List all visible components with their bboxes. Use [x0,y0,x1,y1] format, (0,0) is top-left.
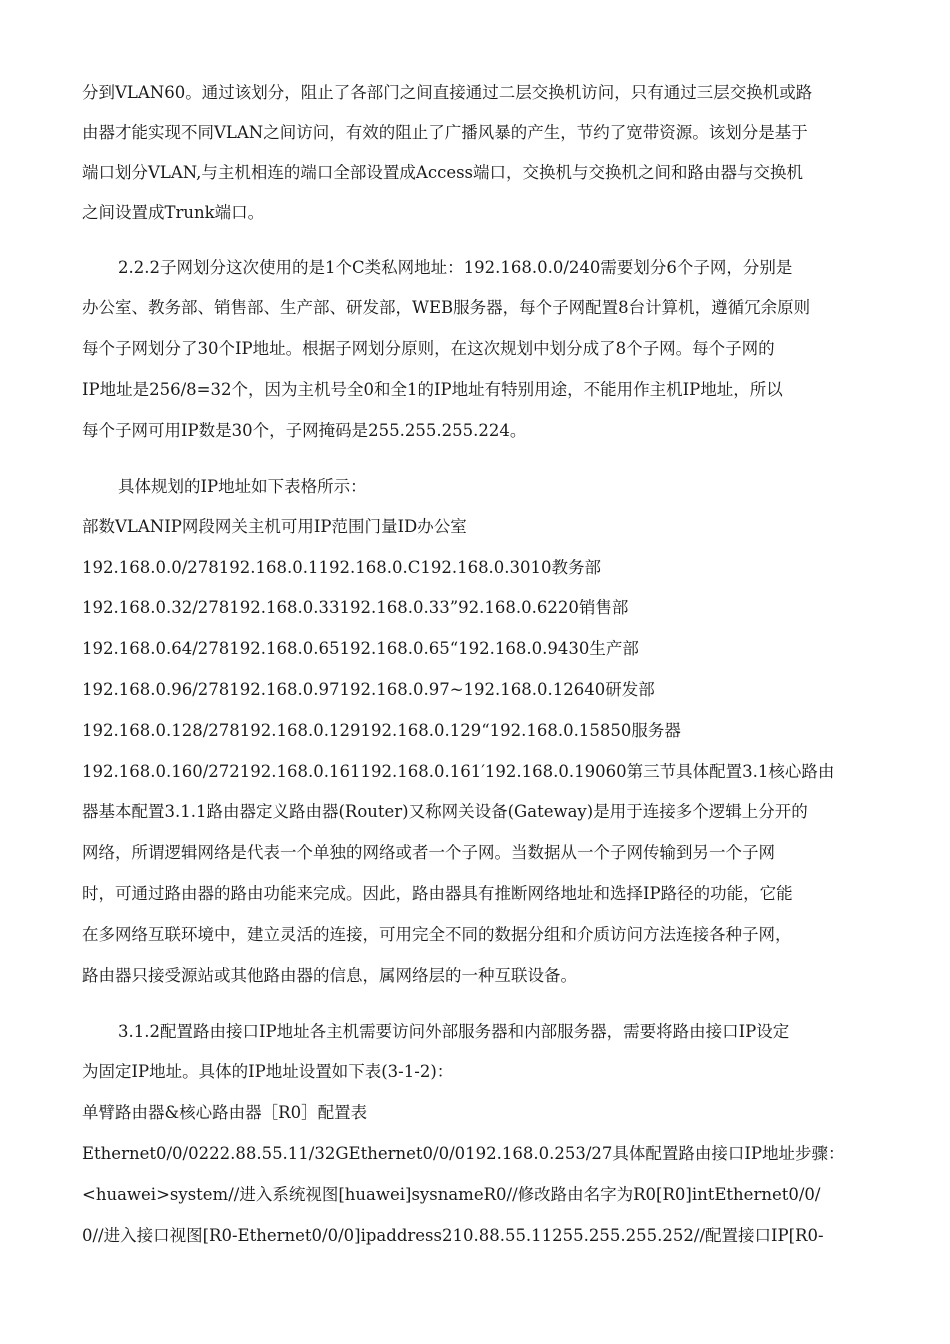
text-line: 部数VLANIP网段网关主机可用IP范围门量ID办公室 [82,517,467,536]
text-line: 192.168.0.32/278192.168.0.33192.168.0.33”92.168.0.6220销售部 [82,598,629,617]
text-line: 端口划分VLAN,与主机相连的端口全部设置成Access端口，交换机与交换机之间和路由器与交换机 [82,163,804,182]
text-line: 路由器只接受源站或其他路由器的信息，属网络层的一种互联设备。 [82,966,577,985]
text-line: 网络，所谓逻辑网络是代表一个单独的网络或者一个子网。当数据从一个子网传输到另一个子网 [82,843,775,862]
text-line: 由器才能实现不同VLAN之间访问，有效的阻止了广播风暴的产生，节约了宽带资源。该划分是基于 [82,123,808,142]
text-line: 0//进入接口视图[R0-Ethernet0/0/0]ipaddress210.88.55.11255.255.255.252//配置接口IP[R0- [82,1226,824,1245]
text-line: 192.168.0.160/272192.168.0.161192.168.0.161′192.168.0.19060第三节具体配置3.1核心路由 [82,762,835,781]
text-line: 器基本配置3.1.1路由器定义路由器(Router)又称网关设备(Gateway)是用于连接多个逻辑上分开的 [82,802,808,821]
text-line: 单臂路由器&核心路由器［R0］配置表 [82,1103,368,1122]
text-line: 办公室、教务部、销售部、生产部、研发部，WEB服务器，每个子网配置8台计算机，遵循冗余原则 [82,298,811,317]
text-line: 192.168.0.96/278192.168.0.97192.168.0.97~192.168.0.12640研发部 [82,680,655,699]
text-line: IP地址是256/8=32个，因为主机号全0和全1的IP地址有特别用途，不能用作主机IP地址，所以 [82,380,783,399]
text-line: 分到VLAN60。通过该划分，阻止了各部门之间直接通过二层交换机访问，只有通过三层交换机或路 [82,83,813,102]
text-line: 每个子网划分了30个IP地址。根据子网划分原则，在这次规划中划分成了8个子网。每个子网的 [82,339,775,358]
text-line: Ethernet0/0/0222.88.55.11/32GEthernet0/0/0192.168.0.253/27具体配置路由接口IP地址步骤： [82,1144,845,1163]
text-line: <huawei>system//进入系统视图[huawei]sysnameR0//修改路由名字为R0[R0]intEthernet0/0/ [82,1185,821,1204]
text-line: 192.168.0.0/278192.168.0.1192.168.0.C192.168.0.3010教务部 [82,558,602,577]
text-line: 具体规划的IP地址如下表格所示： [118,477,367,496]
text-line: 192.168.0.128/278192.168.0.129192.168.0.129“192.168.0.15850服务器 [82,721,681,740]
text-line: 之间设置成Trunk端口。 [82,203,265,222]
text-line: 在多网络互联环境中，建立灵活的连接，可用完全不同的数据分组和介质访问方法连接各种子网， [82,925,792,944]
text-line: 192.168.0.64/278192.168.0.65192.168.0.65“192.168.0.9430生产部 [82,639,639,658]
text-line: 每个子网可用IP数是30个，子网掩码是255.255.255.224。 [82,421,527,440]
text-line: 3.1.2配置路由接口IP地址各主机需要访问外部服务器和内部服务器，需要将路由接口IP设定 [118,1022,790,1041]
text-line: 为固定IP地址。具体的IP地址设置如下表(3-1-2)： [82,1062,454,1081]
text-line: 时，可通过路由器的路由功能来完成。因此，路由器具有推断网络地址和选择IP路径的功能，它能 [82,884,793,903]
text-line: 2.2.2子网划分这次使用的是1个C类私网地址：192.168.0.0/240需要划分6个子网，分别是 [118,258,793,277]
